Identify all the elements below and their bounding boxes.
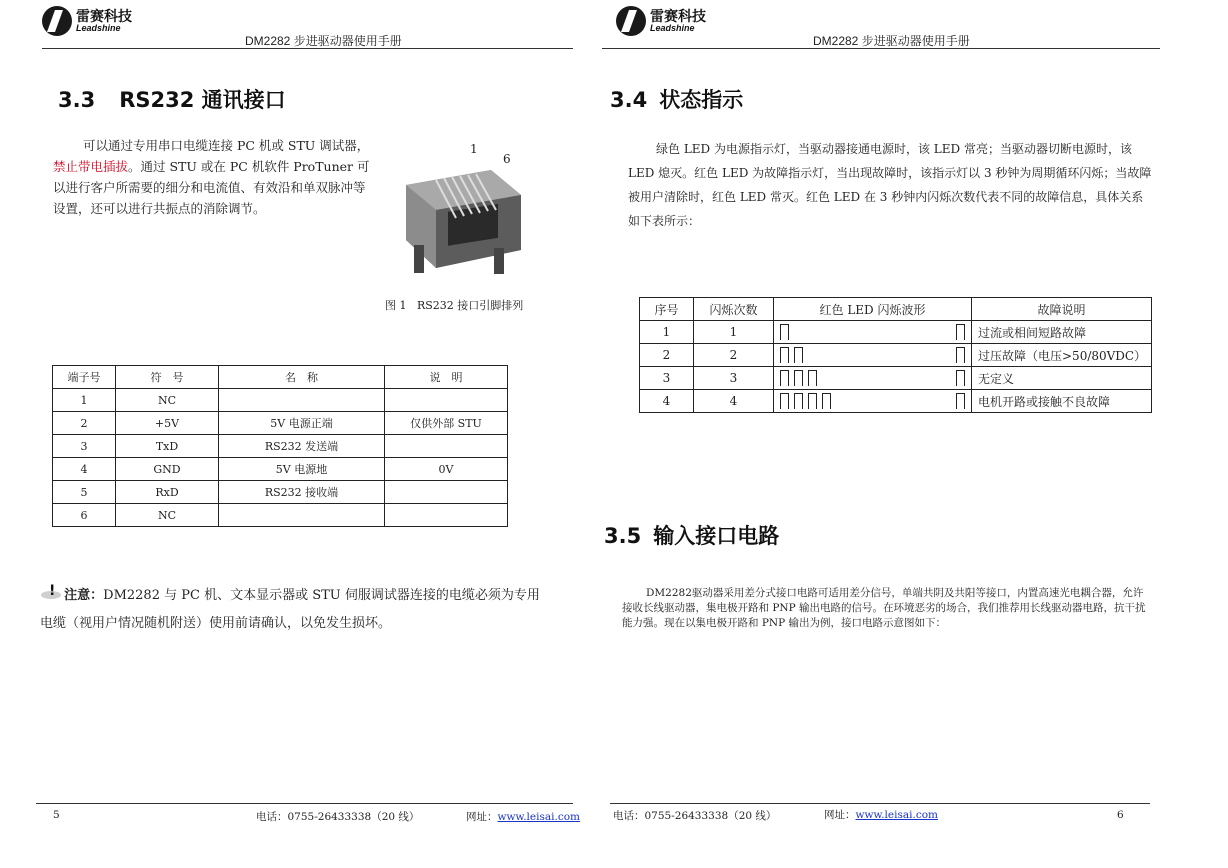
table-row: 3 3 无定义 xyxy=(640,367,1152,390)
logo-mark-icon xyxy=(616,6,646,36)
pin-label-6: 6 xyxy=(503,152,511,166)
pulse-mark xyxy=(956,347,965,363)
pulse-mark xyxy=(808,393,817,409)
col-header: 说 明 xyxy=(385,366,508,389)
logo-cn: 雷赛科技 xyxy=(650,8,706,25)
footer-rule-right xyxy=(610,803,1150,804)
note-line-1: DM2282 与 PC 机、文本显示器或 STU 伺服调试器连接的电缆必须为专用 xyxy=(103,588,540,603)
led-fault-table xyxy=(639,297,1152,413)
fault-description: 过压故障（电压>50/80VDC） xyxy=(972,344,1152,367)
note-label: 注意： xyxy=(64,588,104,603)
section-title: RS232 通讯接口 xyxy=(119,88,286,112)
page-number-right: 6 xyxy=(1117,809,1124,821)
section-title: 输入接口电路 xyxy=(653,524,780,548)
rj-connector-icon xyxy=(396,140,536,280)
pin-label-1: 1 xyxy=(470,142,478,156)
footer-rule-left xyxy=(36,803,573,804)
note-block xyxy=(40,582,540,638)
pulse-mark xyxy=(956,324,965,340)
pulse-mark xyxy=(780,370,789,386)
pulse-mark xyxy=(956,370,965,386)
table-row: 3 TxD RS232 发送端 xyxy=(53,435,508,458)
pulse-mark xyxy=(794,347,803,363)
table-row: 2 2 过压故障（电压>50/80VDC） xyxy=(640,344,1152,367)
table-row: 4 4 电机开路或接触不良故障 xyxy=(640,390,1152,413)
logo-en: Leadshine xyxy=(650,22,695,33)
blink-waveform xyxy=(774,367,972,390)
section-number: 3.5 xyxy=(604,524,642,548)
col-header: 符 号 xyxy=(116,366,219,389)
logo-cn: 雷赛科技 xyxy=(76,8,132,25)
pulse-mark xyxy=(794,393,803,409)
section-heading-3-5 xyxy=(604,520,779,550)
table-row: 4 GND 5V 电源地 0V xyxy=(53,458,508,481)
col-header: 红色 LED 闪烁波形 xyxy=(774,298,972,321)
fault-description: 无定义 xyxy=(972,367,1152,390)
logo-mark-icon xyxy=(42,6,72,36)
table-row: 6 NC xyxy=(53,504,508,527)
fault-description: 过流或相间短路故障 xyxy=(972,321,1152,344)
figure-caption: 图 1 RS232 接口引脚排列 xyxy=(385,299,524,312)
pin-table xyxy=(52,365,508,527)
blink-waveform xyxy=(774,321,972,344)
col-header: 故障说明 xyxy=(972,298,1152,321)
pulse-mark xyxy=(780,393,789,409)
pulse-mark xyxy=(794,370,803,386)
footer-phone-left: 电话：0755-26433338（20 线） xyxy=(256,811,420,823)
pulse-mark xyxy=(780,324,789,340)
page-number-left: 5 xyxy=(53,809,60,821)
header-rule-right xyxy=(602,48,1160,49)
website-link[interactable]: www.leisai.com xyxy=(855,809,938,821)
pulse-mark xyxy=(822,393,831,409)
warning-text: 禁止带电插拔 xyxy=(53,159,129,174)
col-header: 序号 xyxy=(640,298,694,321)
section-number: 3.4 xyxy=(610,88,648,112)
table-row: 5 RxD RS232 接收端 xyxy=(53,481,508,504)
note-line-2: 电缆（视用户情况随机附送）使用前请确认，以免发生损坏。 xyxy=(40,616,392,631)
logo-right xyxy=(616,6,706,36)
col-header: 闪烁次数 xyxy=(694,298,774,321)
header-rule-left xyxy=(42,48,573,49)
section-heading-3-4 xyxy=(610,84,743,114)
footer-phone-right: 电话：0755-26433338（20 线） xyxy=(613,810,777,822)
pulse-mark xyxy=(780,347,789,363)
section-title: 状态指示 xyxy=(659,88,744,112)
header-title-right: DM2282 步进驱动器使用手册 xyxy=(813,34,970,48)
blink-waveform xyxy=(774,390,972,413)
col-header: 端子号 xyxy=(53,366,116,389)
pulse-mark xyxy=(956,393,965,409)
section-heading-3-3 xyxy=(58,84,286,114)
col-header: 名 称 xyxy=(219,366,385,389)
footer-web-right: 网址：www.leisai.com xyxy=(824,809,938,821)
fault-description: 电机开路或接触不良故障 xyxy=(972,390,1152,413)
section-number: 3.3 xyxy=(58,88,96,112)
logo-en: Leadshine xyxy=(76,22,121,33)
logo-left xyxy=(42,6,132,36)
rs232-connector-figure xyxy=(396,140,536,280)
header-title-left: DM2282 步进驱动器使用手册 xyxy=(245,34,402,48)
website-link[interactable]: www.leisai.com xyxy=(497,811,580,823)
footer-web-left: 网址：www.leisai.com xyxy=(466,811,580,823)
table-header-row xyxy=(53,366,508,389)
svg-text:!: ! xyxy=(49,583,56,599)
rs232-paragraph: 可以通过专用串口电缆连接 PC 机或 STU 调试器，禁止带电插拔。通过 STU 或在 PC 机软件 ProTuner 可以进行客户所需要的细分和电流值、有效沿和单双脉冲等设置，还可以进行共振点的消除调节。 xyxy=(53,138,370,216)
status-paragraph: 绿色 LED 为电源指示灯，当驱动器接通电源时，该 LED 常亮；当驱动器切断电源时，该 LED 熄灭。红色 LED 为故障指示灯，当出现故障时，该指示灯以 3 秒钟为周期循环闪烁；当故障被用户清除时，红色 LED 常灭。红色 LED 在 3 秒钟内闪烁次数代表不同的故障信息，具体关系如下表所示： xyxy=(628,142,1152,228)
pulse-mark xyxy=(808,370,817,386)
blink-waveform xyxy=(774,344,972,367)
input-circuit-paragraph: DM2282驱动器采用差分式接口电路可适用差分信号，单端共阴及共阳等接口，内置高速光电耦合器，允许接收长线驱动器，集电极开路和 PNP 输出电路的信号。在环境恶劣的场合，我们推荐用长线驱动器电路，抗干扰能力强。现在以集电极开路和 PNP 输出为例，接口电路示意图如下： xyxy=(622,587,1146,629)
table-header-row xyxy=(640,298,1152,321)
table-row: 2 +5V 5V 电源正端 仅供外部 STU xyxy=(53,412,508,435)
warning-icon xyxy=(40,583,60,601)
table-row: 1 NC xyxy=(53,389,508,412)
table-row: 1 1 过流或相间短路故障 xyxy=(640,321,1152,344)
